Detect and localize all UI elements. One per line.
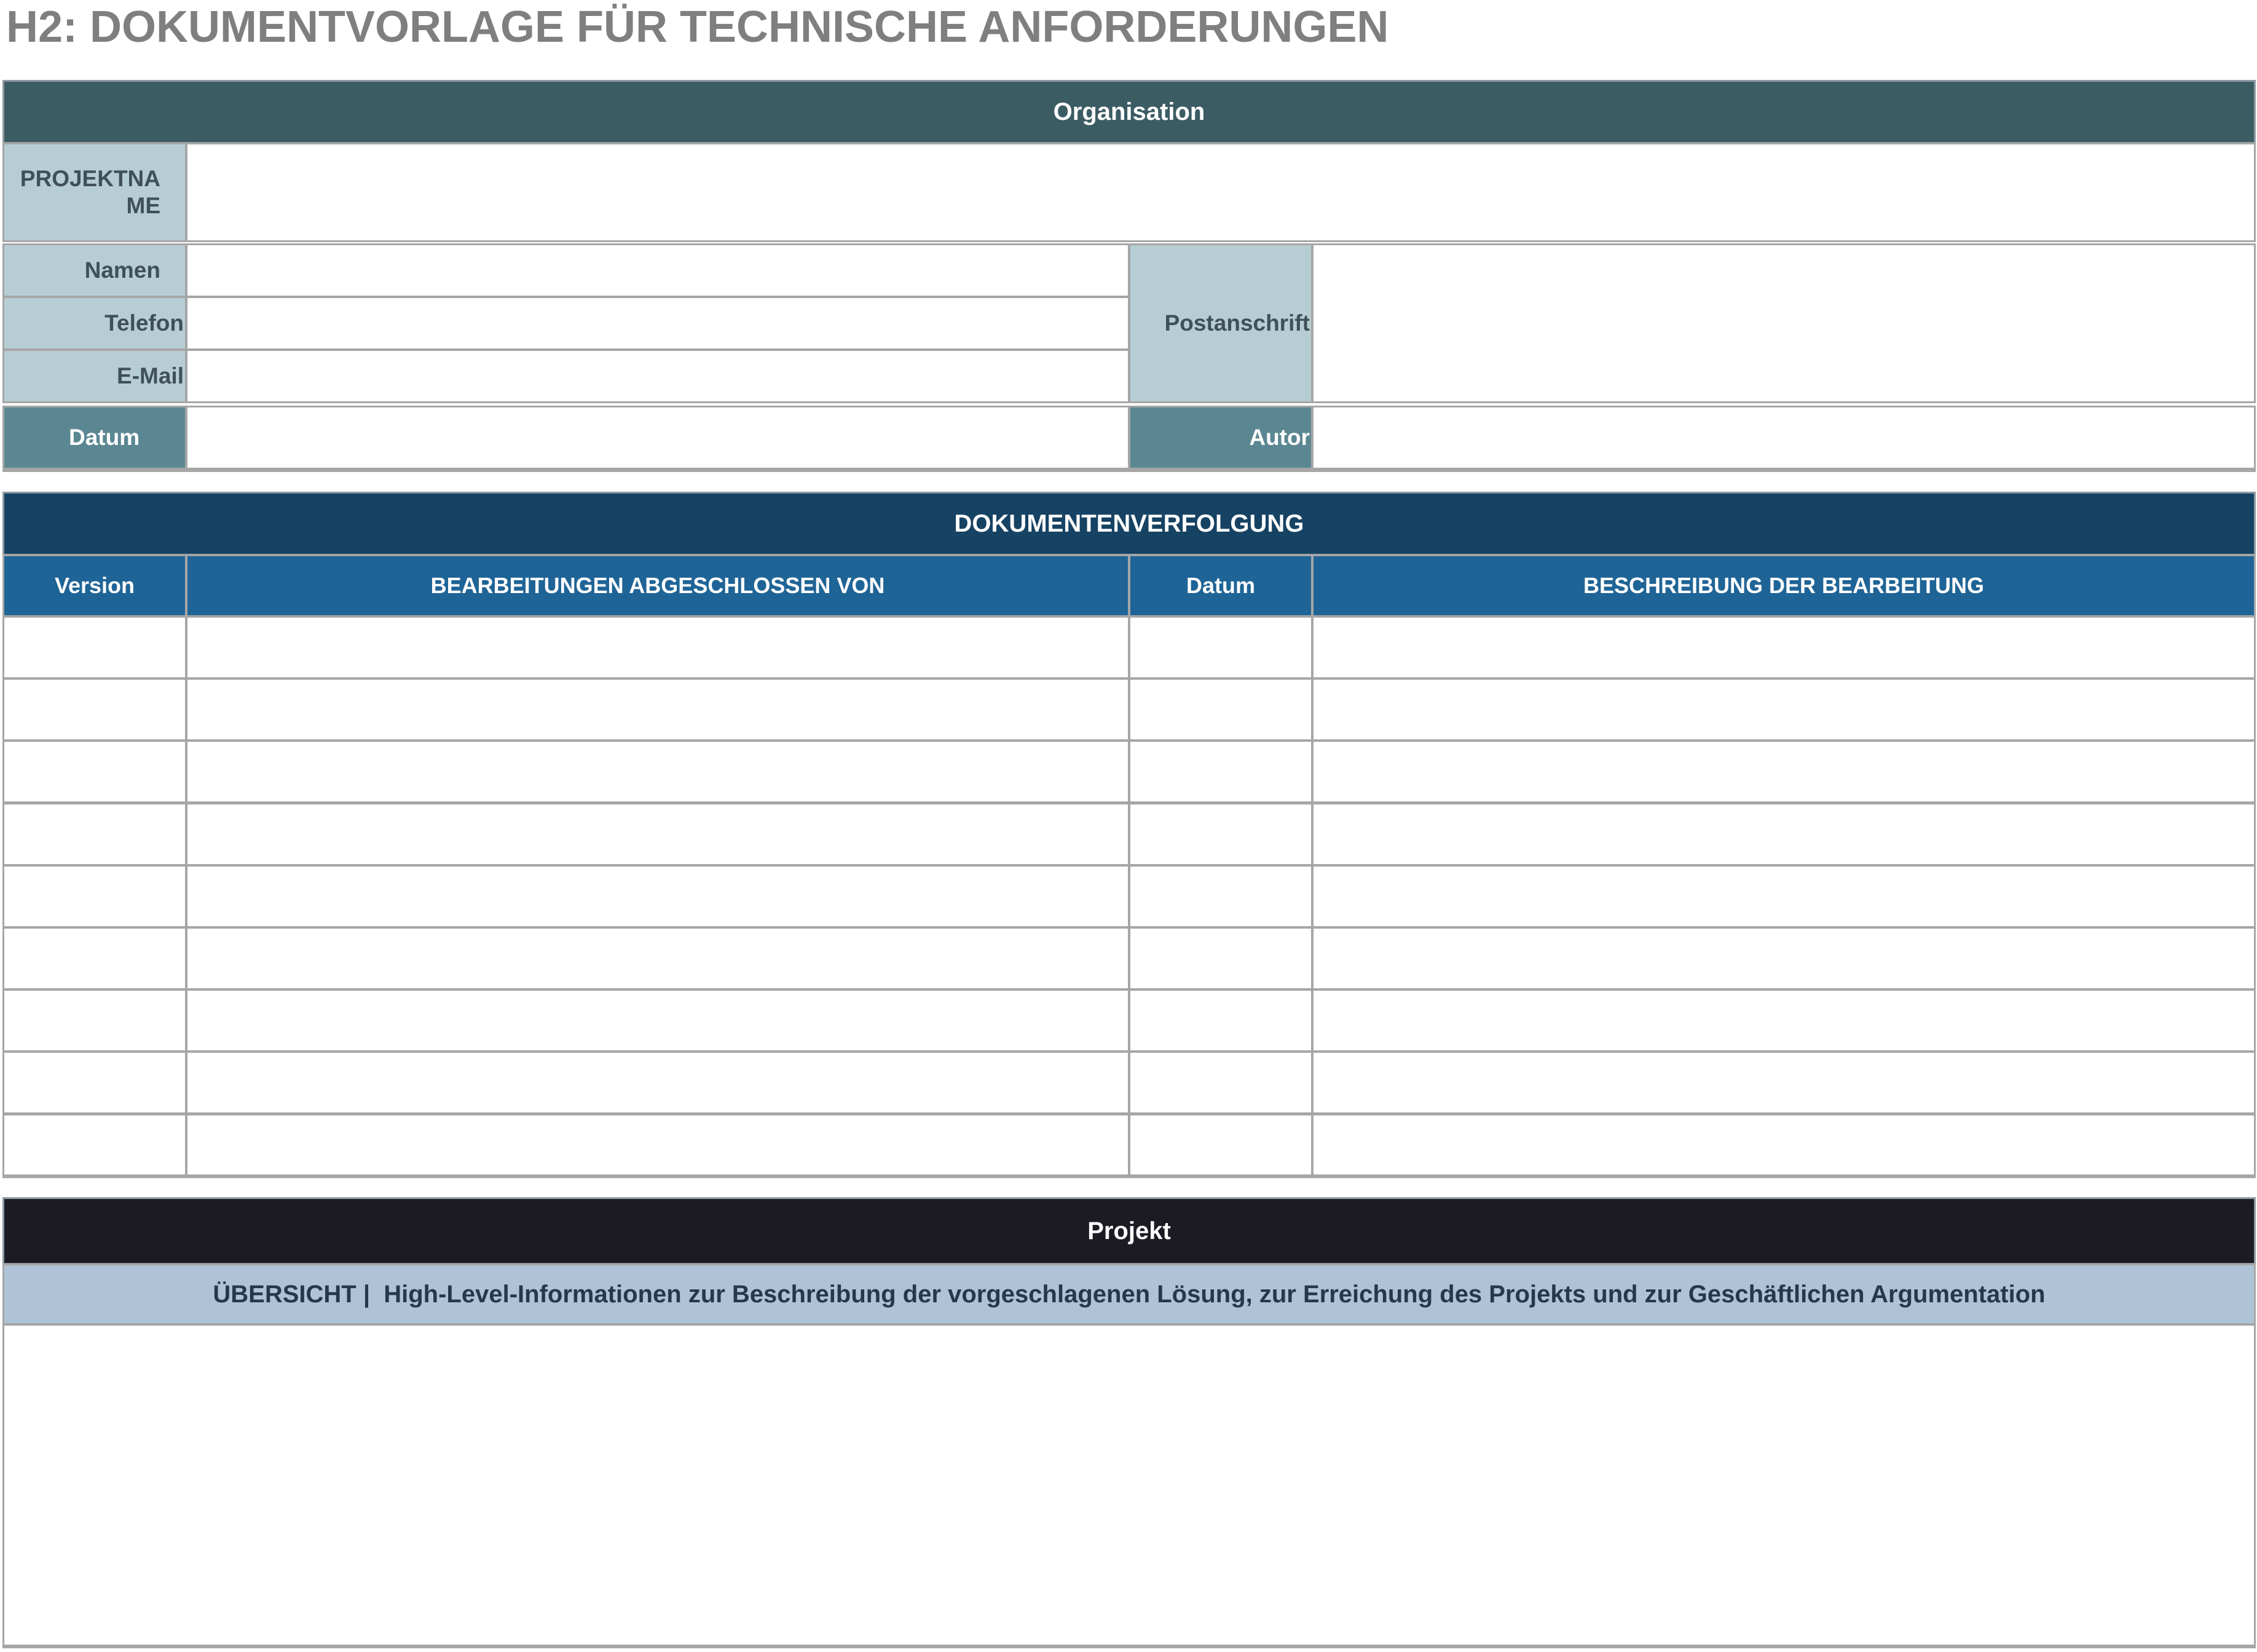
tracking-cell-completed-by[interactable] <box>186 865 1130 928</box>
tracking-cell-description[interactable] <box>1312 865 2256 928</box>
tracking-cell-description[interactable] <box>1312 1114 2256 1177</box>
tracking-cell-date[interactable] <box>1128 1114 1313 1177</box>
tracking-cell-version[interactable] <box>2 927 187 990</box>
overview-text-area[interactable] <box>2 1324 2256 1648</box>
column-header-description: BESCHREIBUNG DER BEARBEITUNG <box>1312 554 2256 617</box>
tracking-cell-description[interactable] <box>1312 616 2256 679</box>
section-divider <box>2 1174 2256 1178</box>
organisation-header: Organisation <box>2 80 2256 144</box>
tracking-cell-version[interactable] <box>2 740 187 803</box>
tracking-cell-completed-by[interactable] <box>186 1114 1130 1177</box>
tracking-cell-description[interactable] <box>1312 678 2256 741</box>
email-field[interactable] <box>186 349 1130 403</box>
project-name-label: PROJEKTNA ME <box>2 143 187 242</box>
tracking-cell-completed-by[interactable] <box>186 927 1130 990</box>
tracking-cell-description[interactable] <box>1312 927 2256 990</box>
tracking-cell-date[interactable] <box>1128 616 1313 679</box>
names-field[interactable] <box>186 243 1130 297</box>
tracking-cell-completed-by[interactable] <box>186 678 1130 741</box>
document-title: H2: DOKUMENTVORLAGE FÜR TECHNISCHE ANFORDERUNGEN <box>6 2 1389 52</box>
tracking-cell-date[interactable] <box>1128 1051 1313 1114</box>
project-header: Projekt <box>2 1197 2256 1265</box>
tracking-cell-completed-by[interactable] <box>186 803 1130 866</box>
tracking-cell-date[interactable] <box>1128 678 1313 741</box>
postal-address-field[interactable] <box>1312 243 2256 403</box>
tracking-cell-date[interactable] <box>1128 989 1313 1052</box>
tracking-cell-completed-by[interactable] <box>186 989 1130 1052</box>
tracking-cell-version[interactable] <box>2 678 187 741</box>
tracking-cell-date[interactable] <box>1128 927 1313 990</box>
tracking-cell-version[interactable] <box>2 1051 187 1114</box>
tracking-cell-date[interactable] <box>1128 803 1313 866</box>
tracking-cell-completed-by[interactable] <box>186 1051 1130 1114</box>
author-field[interactable] <box>1312 406 2256 470</box>
project-name-field[interactable] <box>186 143 2256 242</box>
column-header-completed-by: BEARBEITUNGEN ABGESCHLOSSEN VON <box>186 554 1130 617</box>
tracking-cell-version[interactable] <box>2 865 187 928</box>
author-label: Autor <box>1128 406 1313 470</box>
tracking-cell-version[interactable] <box>2 1114 187 1177</box>
tracking-cell-description[interactable] <box>1312 989 2256 1052</box>
tracking-cell-completed-by[interactable] <box>186 740 1130 803</box>
column-header-date: Datum <box>1128 554 1313 617</box>
phone-field[interactable] <box>186 296 1130 350</box>
names-label: Namen <box>2 243 187 297</box>
tracking-cell-completed-by[interactable] <box>186 616 1130 679</box>
document-tracking-header: DOKUMENTENVERFOLGUNG <box>2 492 2256 556</box>
date-label: Datum <box>2 406 187 470</box>
column-header-version: Version <box>2 554 187 617</box>
tracking-cell-version[interactable] <box>2 803 187 866</box>
tracking-cell-version[interactable] <box>2 989 187 1052</box>
date-field[interactable] <box>186 406 1130 470</box>
tracking-cell-description[interactable] <box>1312 1051 2256 1114</box>
tracking-cell-version[interactable] <box>2 616 187 679</box>
tracking-cell-date[interactable] <box>1128 865 1313 928</box>
tracking-cell-description[interactable] <box>1312 803 2256 866</box>
phone-label: Telefon <box>2 296 187 350</box>
tracking-cell-date[interactable] <box>1128 740 1313 803</box>
postal-address-label: Postanschrift <box>1128 243 1313 403</box>
email-label: E-Mail <box>2 349 187 403</box>
section-divider <box>2 468 2256 472</box>
overview-band: ÜBERSICHT | High-Level-Informationen zur Beschreibung der vorgeschlagenen Lösung, zur Erreichung des Projekts und zur Geschäftlichen Argumentation <box>2 1264 2256 1325</box>
tracking-cell-description[interactable] <box>1312 740 2256 803</box>
